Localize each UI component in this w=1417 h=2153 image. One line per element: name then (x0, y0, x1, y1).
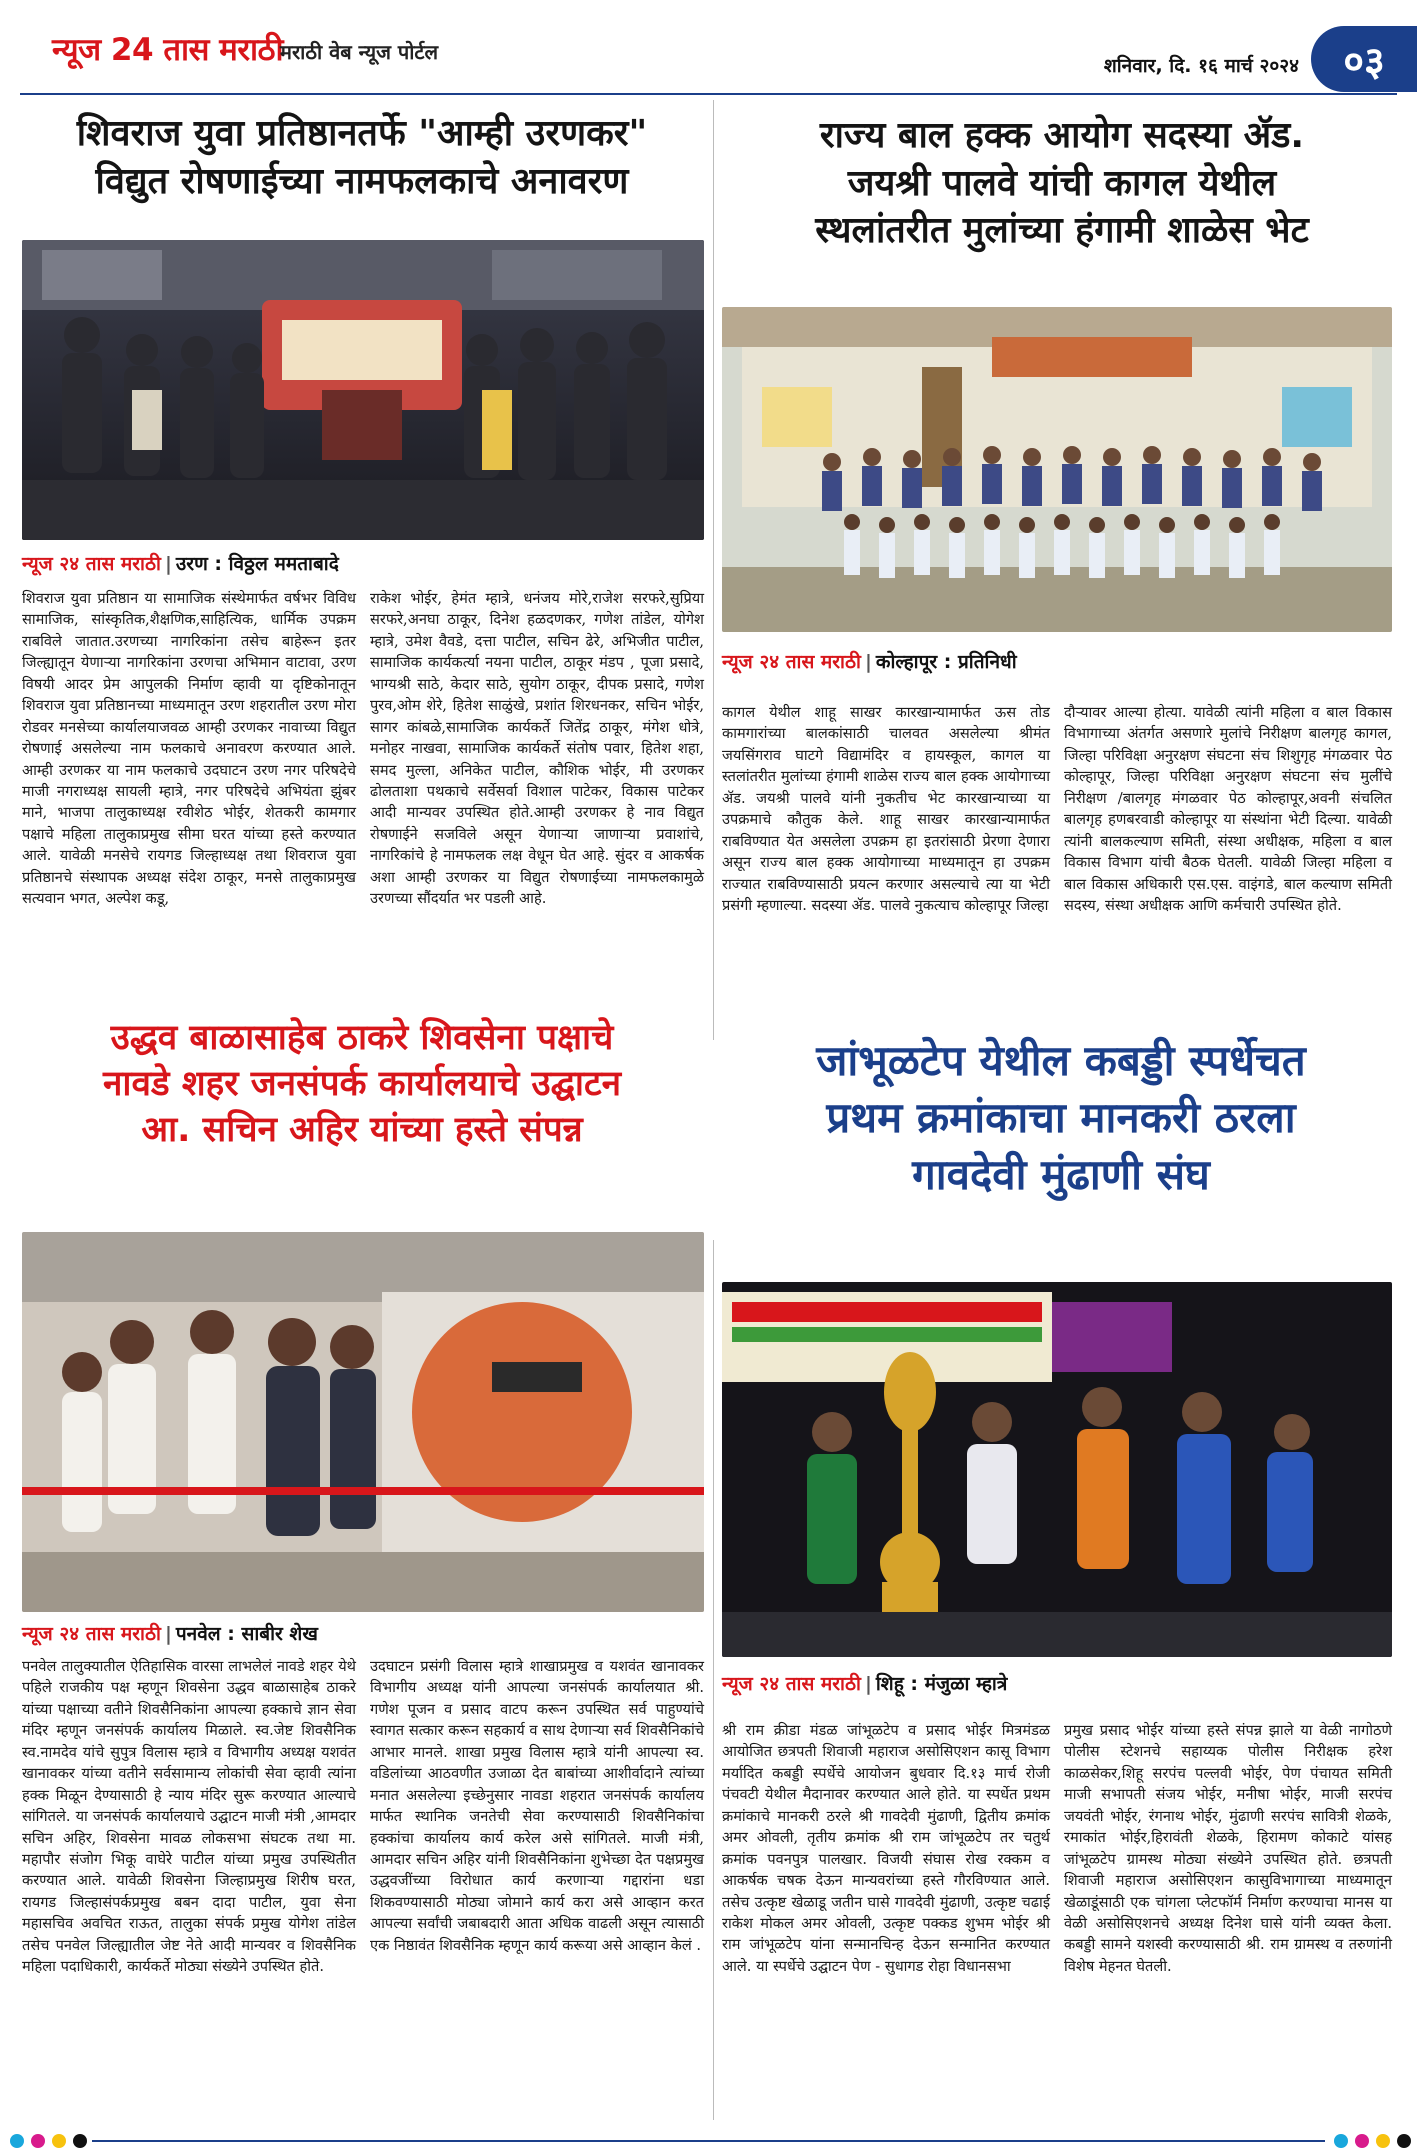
byline-place: कोल्हापूर : प्रतिनिधी (875, 651, 1017, 673)
body-column: उदघाटन प्रसंगी विलास म्हात्रे शाखाप्रमुख व यशवंत खानावकर विभागीय अध्यक्ष यांनी आपल्या जनसंपर्क कार्यालयात श्री. गणेश पूजन व प्रसाद वाटप करून उपस्थित सर्व पाहुण्यांचे स्वागत सत्कार करून सहकार्य व साथ देणाऱ्या सर्व शिवसैनिकांचे आभार मानले. शाखा प्रमुख विलास म्हात्रे यांनी आपल्या स्व. वडिलांच्या आठवणीत उजाळा देत बाबांच्या आशीर्वादाने त्यांच्या मनात असलेल्या इच्छेनुसार नावडा शहरात जनसंपर्क कार्यालय मार्फत स्थानिक जनतेची सेवा करण्यासाठी शिवसैनिकांचा हक्कांचा कार्यालय कार्य करेल असे सांगितले. माजी मंत्री, आमदार सचिन अहिर यांनी शिवसैनिकांना शुभेच्छा देत पक्षप्रमुख उद्धवजींच्या विरोधात कार्य करणाऱ्या गद्दारांना धडा शिकवण्यासाठी मोठ्या जोमाने कार्य करा असे आव्हान करत आपल्या सर्वांची जबाबदारी आता अधिक वाढली असून त्यासाठी एक निष्ठावंत शिवसैनिक म्हणून कार्य करूया असे आव्हान केलं . (370, 1658, 704, 1954)
footer-rule (92, 2140, 1325, 2142)
byline-brand: न्यूज २४ तास मराठी (22, 553, 161, 575)
body-column: शिवराज युवा प्रतिष्ठान या सामाजिक संस्थेमार्फत वर्षभर विविध सामाजिक, सांस्कृतिक,शैक्षणिक,साहित्यिक, धार्मिक उपक्रम राबविले जातात.उरणच्या नागरिकांना तसेच बाहेरून इतर जिल्ह्यातून येणाऱ्या नागरिकांना उरणचा अभिमान वाटावा, उरण विषयी आदर प्रेम आपुलकी निर्माण व्हावी या दृष्टिकोनातून शिवराज युवा प्रतिष्ठानच्या माध्यमातून उरण शहरातील उरण मोरा रोडवर मनसेच्या कार्यालयाजवळ आम्ही उरणकर नावाच्या विद्युत रोषणाई असलेल्या नाम फलकाचे अनावरण करण्यात आले. आम्ही उरणकर या नाम फलकाचे उदघाटन उरण नगर परिषदेचे माजी नगराध्यक्ष सायली म्हात्रे, नगर परिषदेचे अभियंता झुंबर माने, भाजपा तालुकाध्यक्ष रवीशेठ भोईर, शेतकरी कामगार पक्षाचे महिला तालुकाप्रमुख सीमा घरत यांच्या हस्ते करण्यात आले. यावेळी मनसेचे रायगड जिल्हाध्यक्ष तथा शिवराज युवा प्रतिष्ठानचे संस्थापक अध्यक्ष संदेश ठाकूर, मनसे तालुकाप्रमुख सत्यवान भगत, अल्पेश कडू, (22, 590, 356, 908)
headline-line: गावदेवी मुंढाणी संघ (912, 1150, 1210, 1200)
cyan-dot-icon (1334, 2134, 1348, 2148)
headline-line: प्रथम क्रमांकाचा मानकरी ठरला (826, 1093, 1296, 1143)
color-dots-right (1334, 2134, 1411, 2148)
yellow-dot-icon (52, 2134, 66, 2148)
newspaper-tagline: मराठी वेब न्यूज पोर्टल (280, 40, 439, 64)
body-column: पनवेल तालुक्यातील ऐतिहासिक वारसा लाभलेलं नावडे शहर येथे पहिले राजकीय पक्ष म्हणून शिवसेना उद्धव बाळासाहेब ठाकरे यांच्या पक्षाच्या वतीने शिवसैनिकांना आपल्या हक्काचे ज्ञान सेवा मंदिर म्हणून जनसंपर्क कार्यालय मिळाले. स्व.जेष्ट शिवसैनिक स्व.नामदेव यांचे सुपुत्र विलास म्हात्रे व विभागीय अध्यक्ष यशवंत खानावकर यांच्या वतीने सर्वसामान्य लोकांची सेवा व्हावी त्यांना हक्क मिळून देण्यासाठी हे न्याय मंदिर सुरू करण्यात आल्याचे सांगितले. या जनसंपर्क कार्यालयाचे उद्घाटन माजी मंत्री ,आमदार सचिन अहिर, शिवसेना मावळ लोकसभा संघटक तथा मा. महापौर संजोग भिकू वाघेरे पाटील यांच्या प्रमुख उपस्थितीत करण्यात आले. यावेळी शिवसेना जिल्हाप्रमुख शिरीष घरत, रायगड जिल्हासंपर्कप्रमुख बबन दादा पाटील, युवा सेना महासचिव अवचित राऊत, तालुका संपर्क प्रमुख योगेश तांडेल तसेच पनवेल जिल्ह्यातील जेष्ट नेते आदी मान्यवर व शिवसैनिक महिला पदाधिकारी, कार्यकर्ते मोठ्या संख्येने उपस्थित होते. (22, 1658, 356, 1976)
headline-line: उद्धव बाळासाहेब ठाकरे शिवसेना पक्षाचे (110, 1018, 614, 1058)
byline-brand: न्यूज २४ तास मराठी (22, 1623, 161, 1645)
article-photo[interactable] (722, 1282, 1392, 1657)
color-dots-left (10, 2134, 87, 2148)
black-dot-icon (1397, 2134, 1411, 2148)
body-column: कागल येथील शाहू साखर कारखान्यामार्फत ऊस तोड कामगारांच्या बालकांसाठी चालवत असलेल्या श्रीमंत जयसिंगराव घाटगे विद्यामंदिर व हायस्कूल, कागल या स्तलांतरीत मुलांच्या हंगामी शाळेस राज्य बाल हक्क आयोगाच्या ॲड. जयश्री पालवे यांनी नुकतीच भेट कारखान्याच्या या उपक्रमाचे कौतुक केले. शाहू साखर कारखान्यामार्फत राबविण्यात येत असलेला उपक्रम हा इतरांसाठी प्रेरणा देणारा असून राज्य बाल हक्क आयोगाच्या माध्यमातून हा उपक्रम राज्यात राबविण्यासाठी प्रयत्न करणार असल्याचे त्या या भेटी प्रसंगी म्हणाल्या. सदस्या ॲड. पालवे नुकत्याच कोल्हापूर जिल्हा (722, 704, 1050, 914)
headline-line: नावडे शहर जनसंपर्क कार्यालयाचे उद्घाटन (102, 1064, 622, 1105)
headline-line: विद्युत रोषणाईच्या नामफलकाचे अनावरण (95, 160, 629, 202)
newspaper-logo[interactable]: न्यूज 24 तास मराठी (52, 32, 284, 68)
body-column: दौऱ्यावर आल्या होत्या. यावेळी त्यांनी महिला व बाल विकास विभागाच्या अंतर्गत असणारे मुलांचे निरीक्षण बालगृह कागल, जिल्हा परिविक्षा अनुरक्षण संघटना संच शिशुगृह मंगळवार पेठ कोल्हापूर, जिल्हा परिविक्षा अनुरक्षण संघटना संच मुलींचे निरीक्षण /बालगृह मंगळवार पेठ कोल्हापूर,अवनी संचलित बालगृह हणबरवाडी कोल्हापूर या संस्थांना भेटी दिल्या. यावेळी त्यांनी बालकल्याण समिती, संस्था अधीक्षक, महिला व बाल विकास विभाग यांची बैठक घेतली. यावेळी जिल्हा महिला व बाल विकास अधिकारी एस.एस. वाइंगडे, बाल कल्याण समिती सदस्य, संस्था अधीक्षक आणि कर्मचारी उपस्थित होते. (1064, 704, 1392, 914)
ribbon-cutting-photo-icon (22, 1232, 704, 1612)
headline-line: शिवराज युवा प्रतिष्ठानतर्फे "आम्ही उरणकर" (76, 113, 648, 154)
masthead-divider (20, 93, 1397, 95)
headline-line: आ. सचिन अहिर यांच्या हस्ते संपन्न (141, 1110, 583, 1151)
column-divider (713, 1240, 714, 2120)
magenta-dot-icon (1355, 2134, 1369, 2148)
byline-place: शिहू : मंजुळा म्हात्रे (875, 1673, 1008, 1695)
page-number-badge: ०३ (1311, 26, 1417, 92)
yellow-dot-icon (1376, 2134, 1390, 2148)
article-byline: न्यूज २४ तास मराठी | उरण : विठ्ठल ममताबादे (22, 553, 339, 575)
article-body (722, 1720, 1392, 1977)
byline-brand: न्यूज २४ तास मराठी (722, 1673, 861, 1695)
headline-line: जयश्री पालवे यांची कागल येथील (847, 162, 1277, 204)
magenta-dot-icon (31, 2134, 45, 2148)
article-photo[interactable] (22, 240, 704, 540)
body-column: राकेश भोईर, हेमंत म्हात्रे, धनंजय मोरे,राजेश सरफरे,सुप्रिया सरफरे,अनघा ठाकूर, दिनेश हळदणकर, गणेश तांडेल, योगेश म्हात्रे, उमेश वैवडे, दत्ता पाटील, सचिन ढेरे, अभिजीत पाटील, सामाजिक कार्यकर्त्या नयना पाटील, ठाकूर मंडप , पूजा प्रसादे, भाग्यश्री साठे, केदार साठे, सुयोग ठाकूर, दीपक प्रसादे, गणेश पुरव,ओम शेरे, हितेश साळुंखे, प्रशांत शिरधनकर, सचिन भोईर, सागर कांबळे,सामाजिक कार्यकर्ते जितेंद्र ठाकूर, मंगेश धोत्रे, मनोहर नाखवा, सामाजिक कार्यकर्ते संतोष पवार, हितेश शहा, समद मुल्ला, अनिकेत पाटील, कौशिक भोईर, मी उरणकर ढोलताशा पथकाचे सर्वेसर्वा विशाल पाटेकर, विकास पाटेकर आदी मान्यवर उपस्थित होते.आम्ही उरणकर हे नाव विद्युत रोषणाईने सजविले असून येणाऱ्या जाणाऱ्या प्रवाशांचे, नागरिकांचे हे नामफलक लक्ष वेधून घेत आहे. सुंदर व आकर्षक अशा आम्ही उरणकर या विद्युत रोषणाईच्या नामफलकामुळे उरणच्या सौंदर्यात भर पडली आहे. (370, 590, 704, 908)
byline-place: पनवेल : साबीर शेख (175, 1623, 318, 1645)
headline-line: जांभूळटेप येथील कबड्डी स्पर्धेचत (816, 1036, 1306, 1085)
headline-line: राज्य बाल हक्क आयोग सदस्या ॲड. (819, 115, 1305, 156)
article-headline (722, 112, 1402, 255)
article-body (22, 588, 704, 910)
article-body (22, 1656, 704, 1978)
issue-date: शनिवार, दि. १६ मार्च २०२४ (1103, 55, 1299, 77)
group-photo-inauguration-night-icon (22, 240, 704, 540)
page-footer (0, 2124, 1417, 2153)
article-byline: न्यूज २४ तास मराठी | शिहू : मंजुळा म्हात्रे (722, 1673, 1008, 1695)
article-photo[interactable] (22, 1232, 704, 1612)
article-byline: न्यूज २४ तास मराठी | पनवेल : साबीर शेख (22, 1623, 318, 1645)
black-dot-icon (73, 2134, 87, 2148)
article-photo[interactable] (722, 307, 1392, 632)
article-headline (10, 1015, 714, 1154)
byline-brand: न्यूज २४ तास मराठी (722, 651, 861, 673)
article-body (722, 702, 1392, 916)
kabaddi-trophy-photo-icon (722, 1282, 1392, 1657)
body-column: श्री राम क्रीडा मंडळ जांभूळटेप व प्रसाद भोईर मित्रमंडळ आयोजित छत्रपती शिवाजी महाराज असोसिएशन कासू विभाग मर्यादित कबड्डी स्पर्धेचे आयोजन बुधवार दि.१३ मार्च रोजी पंचवटी येथील मैदानावर करण्यात आले होते. या स्पर्धेत प्रथम क्रमांकाचे मानकरी ठरले श्री गावदेवी मुंढाणी, द्वितीय क्रमांक अमर ओवली, तृतीय क्रमांक श्री राम जांभूळटेप तर चतुर्थ क्रमांक पवनपुत्र पालखार. विजयी संघास रोख रक्कम व आकर्षक चषक देऊन मान्यवरांच्या हस्ते गौरविण्यात आले. तसेच उत्कृष्ट खेळाडू जतीन घासे गावदेवी मुंढाणी, उत्कृष्ट चढाई राकेश मोकल अमर ओवली, उत्कृष्ट पक्कड शुभम भोईर श्री राम जांभूळटेप यांना सन्मानचिन्ह देऊन सन्मानित करण्यात आले. या स्पर्धेचे उद्घाटन पेण - सुधागड रोहा विधानसभा (722, 1722, 1050, 1975)
cyan-dot-icon (10, 2134, 24, 2148)
byline-place: उरण : विठ्ठल ममताबादे (175, 553, 339, 575)
article-headline (720, 1032, 1402, 1203)
article-headline (20, 110, 704, 205)
article-byline: न्यूज २४ तास मराठी | कोल्हापूर : प्रतिनिधी (722, 651, 1017, 673)
body-column: प्रमुख प्रसाद भोईर यांच्या हस्ते संपन्न झाले या वेळी नागोठणे पोलीस स्टेशनचे सहाय्यक पोलीस निरीक्षक हरेश काळसेकर,शिहू सरपंच पल्लवी भोईर, पेण पंचायत समिती माजी सभापती संजय भोईर, मनीषा भोईर, माजी सरपंच जयवंती भोईर, रंगनाथ भोईर, मुंढाणी सरपंच सावित्री शेळके, रमाकांत भोईर,हिरावंती शेळके, हिरामण कोकाटे यांसह जांभूळटेप ग्रामस्थ मोठ्या संख्येने उपस्थित होते. छत्रपती शिवाजी महाराज असोसिएशन कासुविभागाच्या माध्यमातून खेळाडूंसाठी एक चांगला प्लेटफॉर्म निर्माण करण्याचा मानस या वेळी असोसिएशनचे अध्यक्ष दिनेश घासे यांनी व्यक्त केला. कबड्डी सामने यशस्वी करण्यासाठी श्री. राम ग्रामस्थ व तरुणांनी विशेष मेहनत घेतली. (1064, 1722, 1392, 1975)
group-photo-school-children-icon (722, 307, 1392, 632)
masthead (0, 0, 1417, 92)
headline-line: स्थलांतरीत मुलांच्या हंगामी शाळेस भेट (815, 210, 1309, 252)
column-divider (713, 100, 714, 1040)
